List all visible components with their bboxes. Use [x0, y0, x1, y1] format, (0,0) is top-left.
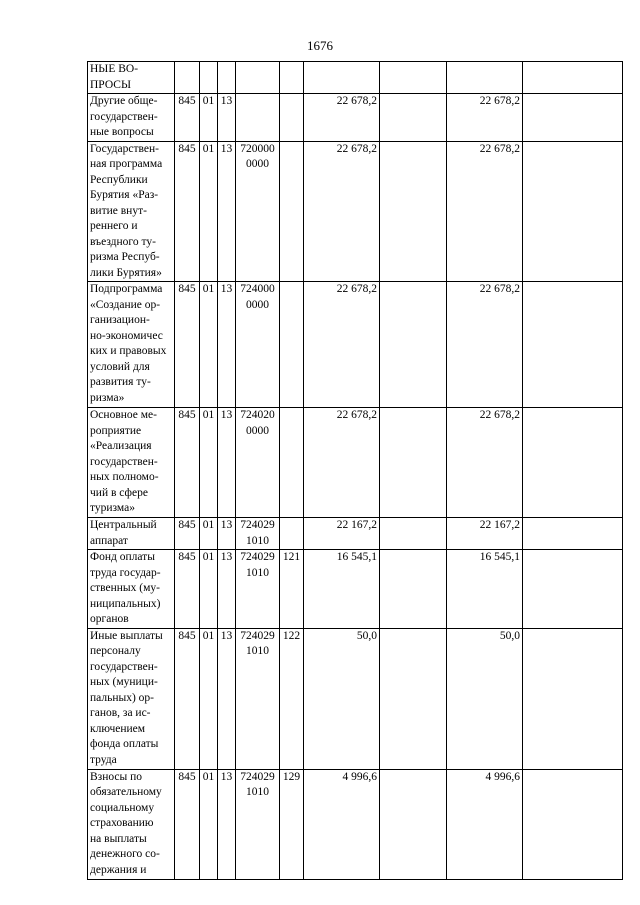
cell-vr — [280, 62, 304, 94]
cell-csr — [236, 94, 280, 142]
cell-pr: 13 — [218, 550, 236, 629]
cell-csr — [236, 518, 280, 550]
csr-code-part-2: 0000 — [246, 158, 269, 170]
cell-sum-4 — [523, 141, 623, 282]
cell-name-line: «Реализация — [90, 440, 152, 452]
cell-csr — [236, 282, 280, 408]
cell-sum-1: 22 167,2 — [304, 518, 380, 550]
cell-sum-1: 22 678,2 — [304, 94, 380, 142]
cell-ved: 845 — [175, 518, 200, 550]
cell-sum-3: 50,0 — [447, 628, 523, 769]
cell-name-line: ганов, за ис- — [90, 707, 151, 719]
cell-name-line: условий для — [90, 360, 150, 373]
cell-sum-2 — [380, 518, 447, 550]
cell-name-line: въездного ту- — [90, 235, 156, 248]
cell-sum-4 — [523, 94, 623, 142]
cell-rz: 01 — [200, 94, 218, 142]
cell-sum-3: 22 678,2 — [447, 141, 523, 282]
cell-sum-2 — [380, 408, 447, 518]
csr-code-part-1: 724029 — [240, 551, 275, 563]
csr-code-part-2: 1010 — [246, 786, 269, 798]
csr-code-part-2: 1010 — [246, 534, 269, 547]
budget-table — [87, 61, 623, 880]
cell-sum-2 — [380, 550, 447, 629]
table-row — [88, 628, 623, 769]
cell-name-line: денежного со- — [90, 848, 160, 860]
cell-vr: 122 — [280, 628, 304, 769]
csr-code-part-2: 0000 — [246, 424, 269, 437]
cell-name — [88, 408, 175, 518]
cell-rz: 01 — [200, 141, 218, 282]
cell-name — [88, 94, 175, 142]
cell-name-line: персоналу — [90, 645, 141, 657]
csr-code-part-2: 1010 — [246, 566, 269, 579]
cell-name-line: НЫЕ ВО- — [90, 63, 139, 75]
cell-sum-3: 16 545,1 — [447, 550, 523, 629]
cell-ved: 845 — [175, 141, 200, 282]
cell-csr — [236, 550, 280, 629]
cell-rz: 01 — [200, 518, 218, 550]
cell-sum-4 — [523, 769, 623, 879]
cell-name-line: ниципальных) — [90, 597, 161, 610]
table-row — [88, 141, 623, 282]
cell-name-line: Взносы по — [90, 770, 143, 783]
csr-code-part-2: 1010 — [246, 645, 269, 657]
csr-code-part-1: 724029 — [240, 770, 275, 783]
cell-vr — [280, 94, 304, 142]
cell-name-line: труда государ- — [90, 566, 161, 579]
csr-code-part-1: 724029 — [240, 519, 275, 531]
cell-sum-4 — [523, 62, 623, 94]
cell-name-line: роприятие — [90, 424, 142, 437]
cell-sum-2 — [380, 62, 447, 94]
table-row — [88, 550, 623, 629]
cell-name — [88, 141, 175, 282]
cell-sum-1: 22 678,2 — [304, 408, 380, 518]
cell-ved: 845 — [175, 94, 200, 142]
cell-name-line: Подпрограмма — [90, 283, 163, 295]
cell-rz — [200, 62, 218, 94]
cell-vr — [280, 518, 304, 550]
table-row — [88, 769, 623, 879]
cell-csr — [236, 62, 280, 94]
cell-sum-2 — [380, 769, 447, 879]
cell-vr — [280, 282, 304, 408]
cell-name-line: органов — [90, 613, 129, 625]
cell-sum-1: 22 678,2 — [304, 141, 380, 282]
cell-name — [88, 518, 175, 550]
cell-sum-1 — [304, 62, 380, 94]
cell-sum-4 — [523, 628, 623, 769]
cell-name-line: труда — [90, 753, 117, 766]
cell-rz: 01 — [200, 769, 218, 879]
cell-csr — [236, 769, 280, 879]
cell-name — [88, 282, 175, 408]
cell-name-line: ризма Респуб- — [90, 251, 160, 263]
cell-sum-2 — [380, 628, 447, 769]
cell-name-line: пальных) ор- — [90, 691, 155, 704]
cell-name — [88, 62, 175, 94]
cell-pr: 13 — [218, 282, 236, 408]
cell-name-line: Основное ме- — [90, 409, 157, 421]
cell-name-line: государствен- — [90, 110, 158, 123]
cell-name-line: ная программа — [90, 158, 163, 170]
cell-name-line: Бурятия «Раз- — [90, 189, 159, 201]
cell-name-line: Центральный — [90, 519, 157, 531]
cell-rz: 01 — [200, 550, 218, 629]
cell-rz: 01 — [200, 408, 218, 518]
cell-sum-1: 50,0 — [304, 628, 380, 769]
cell-name-line: ганизацион- — [90, 314, 150, 326]
cell-vr — [280, 141, 304, 282]
cell-name-line: лики Бурятия» — [90, 266, 162, 279]
cell-name-line: страхованию — [90, 817, 154, 829]
cell-sum-1: 16 545,1 — [304, 550, 380, 629]
table-row — [88, 62, 623, 94]
cell-name-line: ризма» — [90, 391, 125, 404]
cell-name-line: ких и правовых — [90, 345, 167, 357]
page-number: 1676 — [307, 38, 333, 53]
cell-name-line: государствен- — [90, 660, 158, 673]
csr-code-part-1: 724029 — [240, 629, 275, 642]
cell-name-line: витие внут- — [90, 204, 147, 217]
cell-sum-2 — [380, 94, 447, 142]
cell-name-line: ственных (му- — [90, 582, 160, 594]
cell-name-line: «Создание ор- — [90, 298, 161, 311]
cell-sum-4 — [523, 408, 623, 518]
cell-ved — [175, 62, 200, 94]
cell-name-line: обязательному — [90, 786, 162, 798]
cell-sum-1: 4 996,6 — [304, 769, 380, 879]
cell-name-line: ные вопросы — [90, 126, 154, 138]
cell-ved: 845 — [175, 408, 200, 518]
cell-sum-2 — [380, 141, 447, 282]
cell-pr: 13 — [218, 408, 236, 518]
table-row — [88, 282, 623, 408]
cell-sum-3: 22 678,2 — [447, 94, 523, 142]
cell-rz: 01 — [200, 628, 218, 769]
cell-name-line: реннего и — [90, 220, 138, 232]
cell-pr: 13 — [218, 518, 236, 550]
csr-code-part-1: 724000 — [240, 283, 275, 295]
cell-pr — [218, 62, 236, 94]
cell-name-line: развития ту- — [90, 376, 151, 388]
cell-name-line: государствен- — [90, 455, 158, 468]
cell-name-line: ключением — [90, 722, 146, 735]
csr-code-part-1: 724020 — [240, 409, 275, 421]
cell-ved: 845 — [175, 550, 200, 629]
cell-sum-3: 22 167,2 — [447, 518, 523, 550]
cell-ved: 845 — [175, 628, 200, 769]
cell-sum-3: 22 678,2 — [447, 282, 523, 408]
cell-name-line: аппарат — [90, 534, 128, 547]
cell-name-line: Республики — [90, 173, 148, 186]
cell-name — [88, 769, 175, 879]
cell-name-line: ных полномо- — [90, 471, 159, 483]
cell-csr — [236, 408, 280, 518]
cell-name-line: ПРОСЫ — [90, 78, 131, 91]
cell-vr: 129 — [280, 769, 304, 879]
cell-sum-4 — [523, 282, 623, 408]
cell-name-line: фонда оплаты — [90, 738, 159, 750]
cell-name-line: но-экономичес — [90, 329, 163, 342]
cell-sum-3: 22 678,2 — [447, 408, 523, 518]
cell-name-line: Государствен- — [90, 142, 159, 155]
cell-sum-3: 4 996,6 — [447, 769, 523, 879]
table-row — [88, 94, 623, 142]
cell-vr: 121 — [280, 550, 304, 629]
table-row — [88, 518, 623, 550]
cell-name-line: держания и — [90, 863, 147, 876]
csr-code-part-2: 0000 — [246, 298, 269, 311]
cell-pr: 13 — [218, 628, 236, 769]
cell-rz: 01 — [200, 282, 218, 408]
cell-pr: 13 — [218, 94, 236, 142]
cell-ved: 845 — [175, 769, 200, 879]
cell-sum-4 — [523, 518, 623, 550]
cell-name-line: на выплаты — [90, 832, 147, 845]
cell-name-line: чий в сфере — [90, 486, 148, 499]
cell-name-line: Фонд оплаты — [90, 551, 155, 563]
cell-pr: 13 — [218, 141, 236, 282]
csr-code-part-1: 720000 — [240, 142, 275, 155]
cell-name-line: ных (муници- — [90, 676, 158, 688]
cell-sum-3 — [447, 62, 523, 94]
cell-sum-1: 22 678,2 — [304, 282, 380, 408]
cell-sum-2 — [380, 282, 447, 408]
cell-name-line: Иные выплаты — [90, 629, 163, 642]
cell-csr — [236, 141, 280, 282]
cell-csr — [236, 628, 280, 769]
cell-vr — [280, 408, 304, 518]
table-row — [88, 408, 623, 518]
cell-name — [88, 550, 175, 629]
cell-name — [88, 628, 175, 769]
cell-ved: 845 — [175, 282, 200, 408]
cell-pr: 13 — [218, 769, 236, 879]
cell-name-line: социальному — [90, 801, 155, 814]
cell-name-line: туризма» — [90, 502, 135, 514]
cell-sum-4 — [523, 550, 623, 629]
cell-name-line: Другие обще- — [90, 95, 158, 107]
